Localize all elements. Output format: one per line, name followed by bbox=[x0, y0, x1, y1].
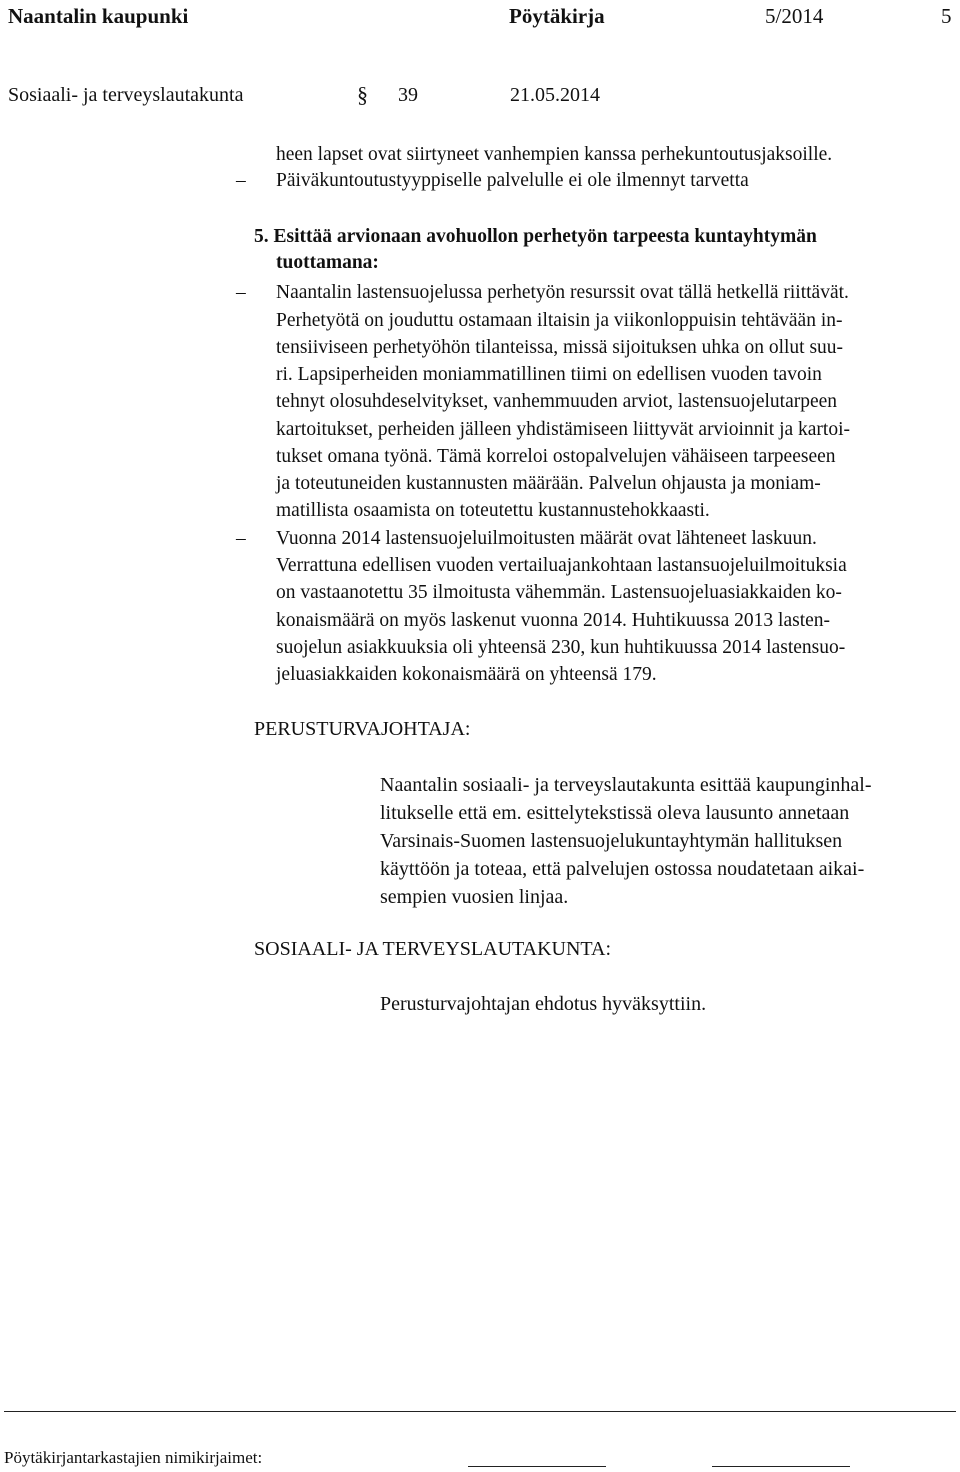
paragraph-line: Vuonna 2014 lastensuojeluilmoitusten määrät ovat lähteneet laskuun. bbox=[276, 528, 817, 549]
bullet-dash: – bbox=[236, 170, 246, 191]
meeting-date: 21.05.2014 bbox=[510, 84, 600, 106]
paragraph-line: ja toteutuneiden kustannusten määrään. Palvelun ohjausta ja moniam- bbox=[276, 473, 821, 494]
continuation-line: heen lapset ovat siirtyneet vanhempien kanssa perhekuntoutusjaksoille. bbox=[276, 144, 833, 165]
paragraph-line: jeluasiakkaiden kokonaismäärä on yhteensä 179. bbox=[276, 664, 657, 685]
signature-line bbox=[468, 1466, 606, 1467]
paragraph-line: ri. Lapsiperheiden moniammatillinen tiimi on edellisen vuoden tavoin bbox=[276, 364, 822, 385]
proposal-line: sempien vuosien linjaa. bbox=[380, 886, 569, 908]
section-number: 39 bbox=[398, 84, 418, 106]
paragraph-line: tensiiviseen perhetyöhön tilanteissa, missä sijoituksen uhka on ollut suu- bbox=[276, 337, 844, 358]
decision-text: Perusturvajohtajan ehdotus hyväksyttiin. bbox=[380, 993, 707, 1015]
document-number: 5/2014 bbox=[765, 4, 824, 28]
proposal-line: käyttöön ja toteaa, että palvelujen ostossa noudatetaan aikai- bbox=[380, 858, 865, 880]
document-type: Pöytäkirja bbox=[509, 4, 605, 28]
paragraph-line: suojelun asiakkuuksia oli yhteensä 230, kun huhtikuussa 2014 lastensuo- bbox=[276, 637, 846, 658]
signature-line bbox=[712, 1466, 850, 1467]
footer-divider bbox=[4, 1411, 956, 1412]
paragraph-line: on vastaanotettu 35 ilmoitusta vähemmän. Lastensuojeluasiakkaiden ko- bbox=[276, 582, 842, 603]
signatures-label: Pöytäkirjantarkastajien nimikirjaimet: bbox=[4, 1448, 263, 1467]
page-number: 5 bbox=[941, 4, 952, 28]
item-5-heading: 5. Esittää arvionaan avohuollon perhetyön tarpeesta kuntayhtymän bbox=[254, 226, 817, 247]
paragraph-line: Verrattuna edellisen vuoden vertailuajankohtaan lastansuojeluilmoituksia bbox=[276, 555, 847, 576]
paragraph-line: Naantalin lastensuojelussa perhetyön resurssit ovat tällä hetkellä riittävät. bbox=[276, 282, 849, 303]
item-5-heading-cont: tuottamana: bbox=[276, 252, 379, 273]
proposal-line: Naantalin sosiaali- ja terveyslautakunta esittää kaupunginhal- bbox=[380, 774, 872, 796]
bullet-dash: – bbox=[236, 282, 246, 303]
paragraph-line: konaismäärä on myös laskenut vuonna 2014. Huhtikuussa 2013 lasten- bbox=[276, 610, 831, 631]
bullet-text: Päiväkuntoutustyyppiselle palvelulle ei ole ilmennyt tarvetta bbox=[276, 170, 749, 191]
proposal-line: Varsinais-Suomen lastensuojelukuntayhtymän hallituksen bbox=[380, 830, 843, 852]
paragraph-line: kartoitukset, perheiden jälleen yhdistämiseen liittyvät arvioinnit ja kartoi- bbox=[276, 419, 851, 440]
paragraph-line: tukset omana työnä. Tämä korreloi ostopalvelujen vähäiseen tarpeeseen bbox=[276, 446, 836, 467]
paragraph-line: Perhetyötä on jouduttu ostamaan iltaisin ja viikonloppuisin tehtävään in- bbox=[276, 310, 843, 331]
section-heading-lautakunta: SOSIAALI- JA TERVEYSLAUTAKUNTA: bbox=[254, 938, 612, 960]
section-sign: § bbox=[357, 82, 368, 107]
proposal-line: litukselle että em. esittelytekstissä oleva lausunto annetaan bbox=[380, 802, 850, 824]
paragraph-line: matillista osaamista on toteutettu kustannustehokkaasti. bbox=[276, 500, 710, 521]
municipality-name: Naantalin kaupunki bbox=[8, 4, 189, 28]
section-heading-perusturvajohtaja: PERUSTURVAJOHTAJA: bbox=[254, 718, 471, 740]
board-name: Sosiaali- ja terveyslautakunta bbox=[8, 84, 244, 106]
paragraph-line: tehnyt olosuhdeselvitykset, vanhemmuuden arviot, lastensuojelutarpeen bbox=[276, 391, 838, 412]
bullet-dash: – bbox=[236, 528, 246, 549]
